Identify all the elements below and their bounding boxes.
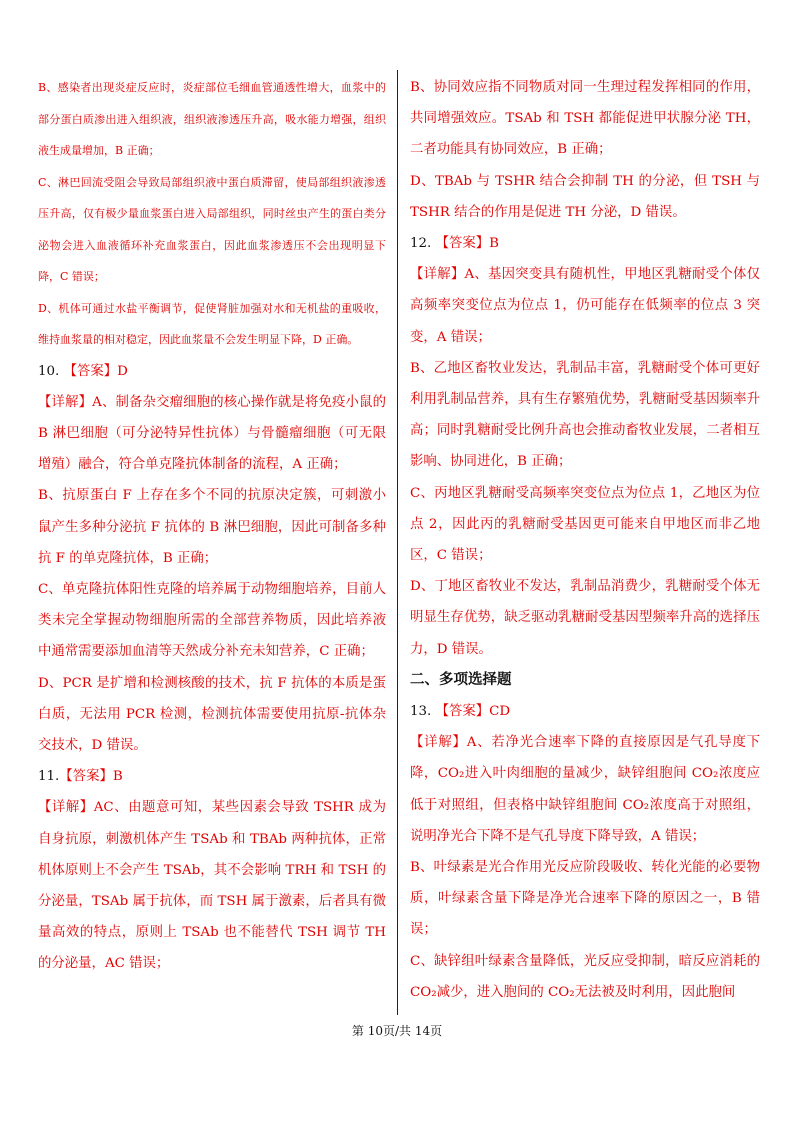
column-divider [397,70,398,1015]
question-12-answer [410,228,760,259]
explanation-paragraph [410,259,760,353]
explanation-paragraph: B、乙地区畜牧业发达，乳制品丰富，乳糖耐受个体可更好利用乳制品营养，具有生存繁殖优势，乳糖耐受基因频率升高；同时乳糖耐受比例升高也会推动畜牧业发展，二者相互影响、协同进化，B 正确； [410,360,760,470]
answer-value: D [117,363,128,379]
explanation-paragraph: B、抗原蛋白 F 上存在多个不同的抗原决定簇，可刺激小鼠产生多种分泌抗 F 抗体的 B 淋巴细胞，因此可制备多种抗 F 的单克隆抗体，B 正确； [38,488,386,566]
explanation-paragraph: C、单克隆抗体阳性克隆的培养属于动物细胞培养，目前人类未完全掌握动物细胞所需的全部营养物质，因此培养液中通常需要添加血清等天然成分补充未知营养，C 正确； [38,581,386,660]
detail-tag: 【详解】 [410,735,467,751]
answer-paragraph: B、感染者出现炎症反应时，炎症部位毛细血管通透性增大，血浆中的部分蛋白质渗出进入组织液，组织液渗透压升高，吸水能力增强，组织液生成量增加，B 正确； [38,81,386,157]
explanation-paragraph: C、缺锌组叶绿素含量降低，光反应受抑制，暗反应消耗的 CO₂减少，进入胞间的 CO₂无法被及时利用，因此胞间 [410,953,760,1000]
question-number: 13. [410,704,436,720]
right-column [410,72,760,1008]
explanation-paragraph [38,387,386,481]
explanation-text: A、基因突变具有随机性，甲地区乳糖耐受个体仅高频率突变位点为位点 1，仍可能存在低频率的位点 3 突变，A 错误； [410,267,760,345]
question-13-answer [410,696,760,727]
detail-tag: 【详解】 [38,800,94,816]
answer-value: B [489,236,499,252]
explanation-paragraph [410,727,760,852]
answer-tag: 【答案】 [63,363,118,379]
detail-tag: 【详解】 [38,394,93,410]
explanation-paragraph: D、丁地区畜牧业不发达，乳制品消费少，乳糖耐受个体无明显生存优势，缺乏驱动乳糖耐受基因型频率升高的选择压力，D 错误。 [410,579,760,657]
explanation-paragraph: B、协同效应指不同物质对同一生理过程发挥相同的作用，共同增强效应。TSAb 和 TSH 都能促进甲状腺分泌 TH，二者功能具有协同效应，B 正确； [410,80,760,158]
question-number: 10. [38,363,64,379]
left-column [38,72,386,980]
answer-tag: 【答案】 [435,704,490,720]
answer-tag: 【答案】 [435,236,490,252]
explanation-paragraph: C、丙地区乳糖耐受高频率突变位点为位点 1，乙地区为位点 2，因此丙的乳糖耐受基因更可能来自甲地区而非乙地区，C 错误； [410,485,760,564]
explanation-text: A、制备杂交瘤细胞的核心操作就是将免疫小鼠的 B 淋巴细胞（可分泌特异性抗体）与骨髓瘤细胞（可无限增殖）融合，符合单克隆抗体制备的流程，A 正确； [38,394,387,473]
answer-value: B [112,769,123,785]
detail-tag: 【详解】 [410,267,465,283]
question-number: 11. [38,769,60,785]
explanation-paragraph: B、叶绿素是光合作用光反应阶段吸收、转化光能的必要物质，叶绿素含量下降是净光合速率下降的原因之一，B 错误； [410,860,760,938]
answer-value: CD [489,704,511,720]
section-heading: 二、多项选择题 [410,671,512,688]
explanation-paragraph: D、PCR 是扩增和检测核酸的技术，抗 F 抗体的本质是蛋白质，无法用 PCR 检测，检测抗体需要使用抗原-抗体杂交技术，D 错误。 [38,675,386,753]
answer-tag: 【答案】 [59,769,113,785]
answer-paragraph: D、机体可通过水盐平衡调节，促使肾脏加强对水和无机盐的重吸收，维持血浆量的相对稳定，因此血浆量不会发生明显下降，D 正确。 [38,301,386,346]
explanation-paragraph [38,792,386,979]
question-number: 12. [410,236,436,252]
explanation-text: AC、由题意可知，某些因素会导致 TSHR 成为自身抗原，刺激机体产生 TSAb 和 TBAb 两种抗体，正常机体原则上不会产生 TSAb，其不会影响 TRH 和 TSH 的分泌量，TSAb 属于抗体，而 TSH 属于激素，后者具有微量高效的特点，原则上 TSAb 也不能替代 TSH 调节 TH 的分泌量，AC 错误； [38,800,387,972]
answer-paragraph: C、淋巴回流受阻会导致局部组织液中蛋白质滞留，使局部组织液渗透压升高，仅有极少量血浆蛋白进入局部组织，同时丝虫产生的蛋白类分泌物会进入血液循环补充血浆蛋白，因此血浆渗透压不会出现明显下降，C 错误； [38,175,386,283]
question-10-answer [38,356,386,387]
question-11-answer [38,761,386,792]
explanation-paragraph: D、TBAb 与 TSHR 结合会抑制 TH 的分泌，但 TSH 与 TSHR 结合的作用是促进 TH 分泌，D 错误。 [410,173,760,220]
page-footer: 第 10页/共 14页 [351,1024,443,1038]
explanation-text: A、若净光合速率下降的直接原因是气孔导度下降，CO₂进入叶肉细胞的量减少，缺锌组胞间 CO₂浓度应低于对照组，但表格中缺锌组胞间 CO₂浓度高于对照组，说明净光合下降不是气孔导度下降导致，A 错误； [410,735,761,844]
